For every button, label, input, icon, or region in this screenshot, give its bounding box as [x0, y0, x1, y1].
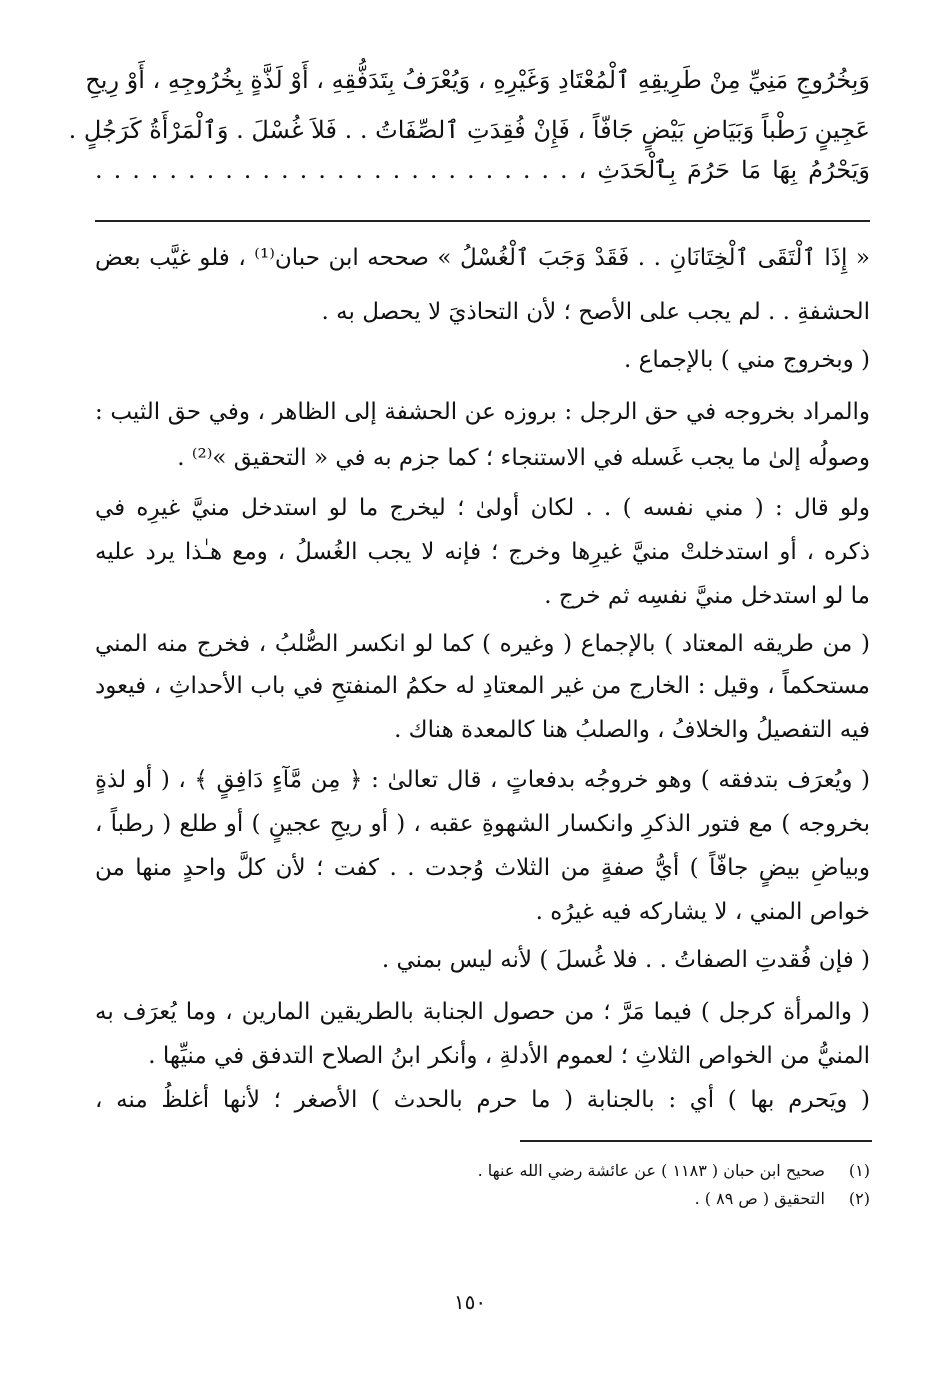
sharh-line: والمراد بخروجه في حق الرجل : بروزه عن الحشفة إلى الظاهر ، وفي حق الثيب :: [95, 399, 870, 425]
footnote-2: [695, 1188, 870, 1210]
footnote-text: التحقيق ( ص ٨٩ ) .: [694, 1189, 825, 1208]
sharh-line: ( وبخروج مني ) بالإجماع .: [623, 347, 870, 373]
footnote-text: صحيح ابن حبان ( ١١٨٣ ) عن عائشة رضي الله عنها .: [477, 1161, 825, 1180]
matn-line: وَيَحْرُمُ بِهَا مَا حَرُمَ بِٱلْحَدَثِ ، . . . . . . . . . . . . . . . . . . . . . . . . . .: [95, 156, 870, 184]
sharh-line: ما لو استدخل منيَّ نفسِه ثم خرج .: [544, 583, 870, 609]
sharh-line: وصولُه إلىٰ ما يجب غَسله في الاستنجاء ؛ كما جزم به في « التحقيق »⁽²⁾ .: [177, 445, 870, 471]
sharh-line: المنيُّ من الخواص الثلاثِ ؛ لعموم الأدلةِ ، وأنكر ابنُ الصلاح التدفق في منيِّها .: [148, 1043, 870, 1069]
matn-line: عَجِينٍ رَطْباً وَبَيَاضِ بَيْضٍ جَافّاً ، فَإِنْ فُقِدَتِ ٱلصِّفَاتُ . . فَلاَ غُسْلَ . وَٱلْمَرْأَةُ كَرَجُلٍ .: [68, 116, 870, 144]
sharh-line: ذكره ، أو استدخلتْ منيَّ غيرِها وخرج ؛ فإنه لا يجب الغُسلُ ، ومع هـٰذا يرد عليه: [95, 539, 870, 565]
matn-line: وَبِخُرُوجِ مَنِيِّ مِنْ طَرِيقِهِ ٱلْمُعْتَادِ وَغَيْرِهِ ، وَيُعْرَفُ بِتَدَفُّقِهِ ، أَوْ لَذَّةٍ بِخُرُوجِهِ ، أَوْ رِيحِ: [85, 66, 870, 94]
sharh-line: « إِذَا ٱلْتَقَى ٱلْخِتَانَانِ . . فَقَدْ وَجَبَ ٱلْغُسْلُ » صححه ابن حبان⁽¹⁾ ، فلو غيَّب بعض: [95, 245, 870, 271]
page-number: ١٥٠: [453, 1290, 487, 1314]
sharh-line: ( ويَحرم بها ) أي : بالجنابة ( ما حرم بالحدث ) الأصغر ؛ لأنها أغلظُ منه ،: [95, 1087, 870, 1113]
footnote-number: (١): [848, 1161, 870, 1180]
sharh-line: خواص المني ، لا يشاركه فيه غيرُه .: [535, 899, 870, 925]
sharh-line: ( فإن فُقدتِ الصفاتُ . . فلا غُسلَ ) لأنه ليس بمني .: [381, 947, 870, 973]
sharh-line: ( من طريقه المعتاد ) بالإجماع ( وغيره ) كما لو انكسر الصُّلبُ ، فخرج منه المني: [95, 631, 870, 657]
sharh-line: بخروجه ) مع فتور الذكرِ وانكسار الشهوةِ عقبه ، ( أو ريحِ عجينٍ ) أو طلع ( رطباً ،: [95, 811, 870, 837]
footnote-rule: [520, 1140, 872, 1142]
sharh-line: ولو قال : ( مني نفسه ) . . لكان أولىٰ ؛ ليخرج ما لو استدخل منيَّ غيرِه في: [95, 495, 870, 521]
sharh-line: مستحكماً ، وقيل : الخارج من غير المعتادِ له حكمُ المنفتحِ في باب الأحداثِ ، فيعود: [95, 673, 870, 699]
sharh-line: ( ويُعرَف بتدفقه ) وهو خروجُه بدفعاتٍ ، قال تعالىٰ : ﴿ مِن مَّآءٍ دَافِقٍ ﴾ ، ( أو لذةٍ: [95, 767, 870, 793]
sharh-line: وبياضِ بيضٍ جافّاً ) أيُّ صفةٍ من الثلاث وُجدت . . كفت ؛ لأن كلَّ واحدٍ منها من: [95, 855, 870, 881]
sharh-line: الحشفةِ . . لم يجب على الأصح ؛ لأن التحاذيَ لا يحصل به .: [321, 299, 870, 325]
sharh-line: ( والمرأة كرجل ) فيما مَرَّ ؛ من حصول الجنابة بالطريقين المارين ، وما يُعرَف به: [95, 999, 870, 1025]
footnote-number: (٢): [848, 1189, 870, 1208]
footnote-1: [478, 1160, 870, 1182]
sharh-line: فيه التفصيلُ والخلافُ ، والصلبُ هنا كالمعدة هناك .: [394, 717, 870, 743]
separator-rule: [95, 220, 870, 222]
